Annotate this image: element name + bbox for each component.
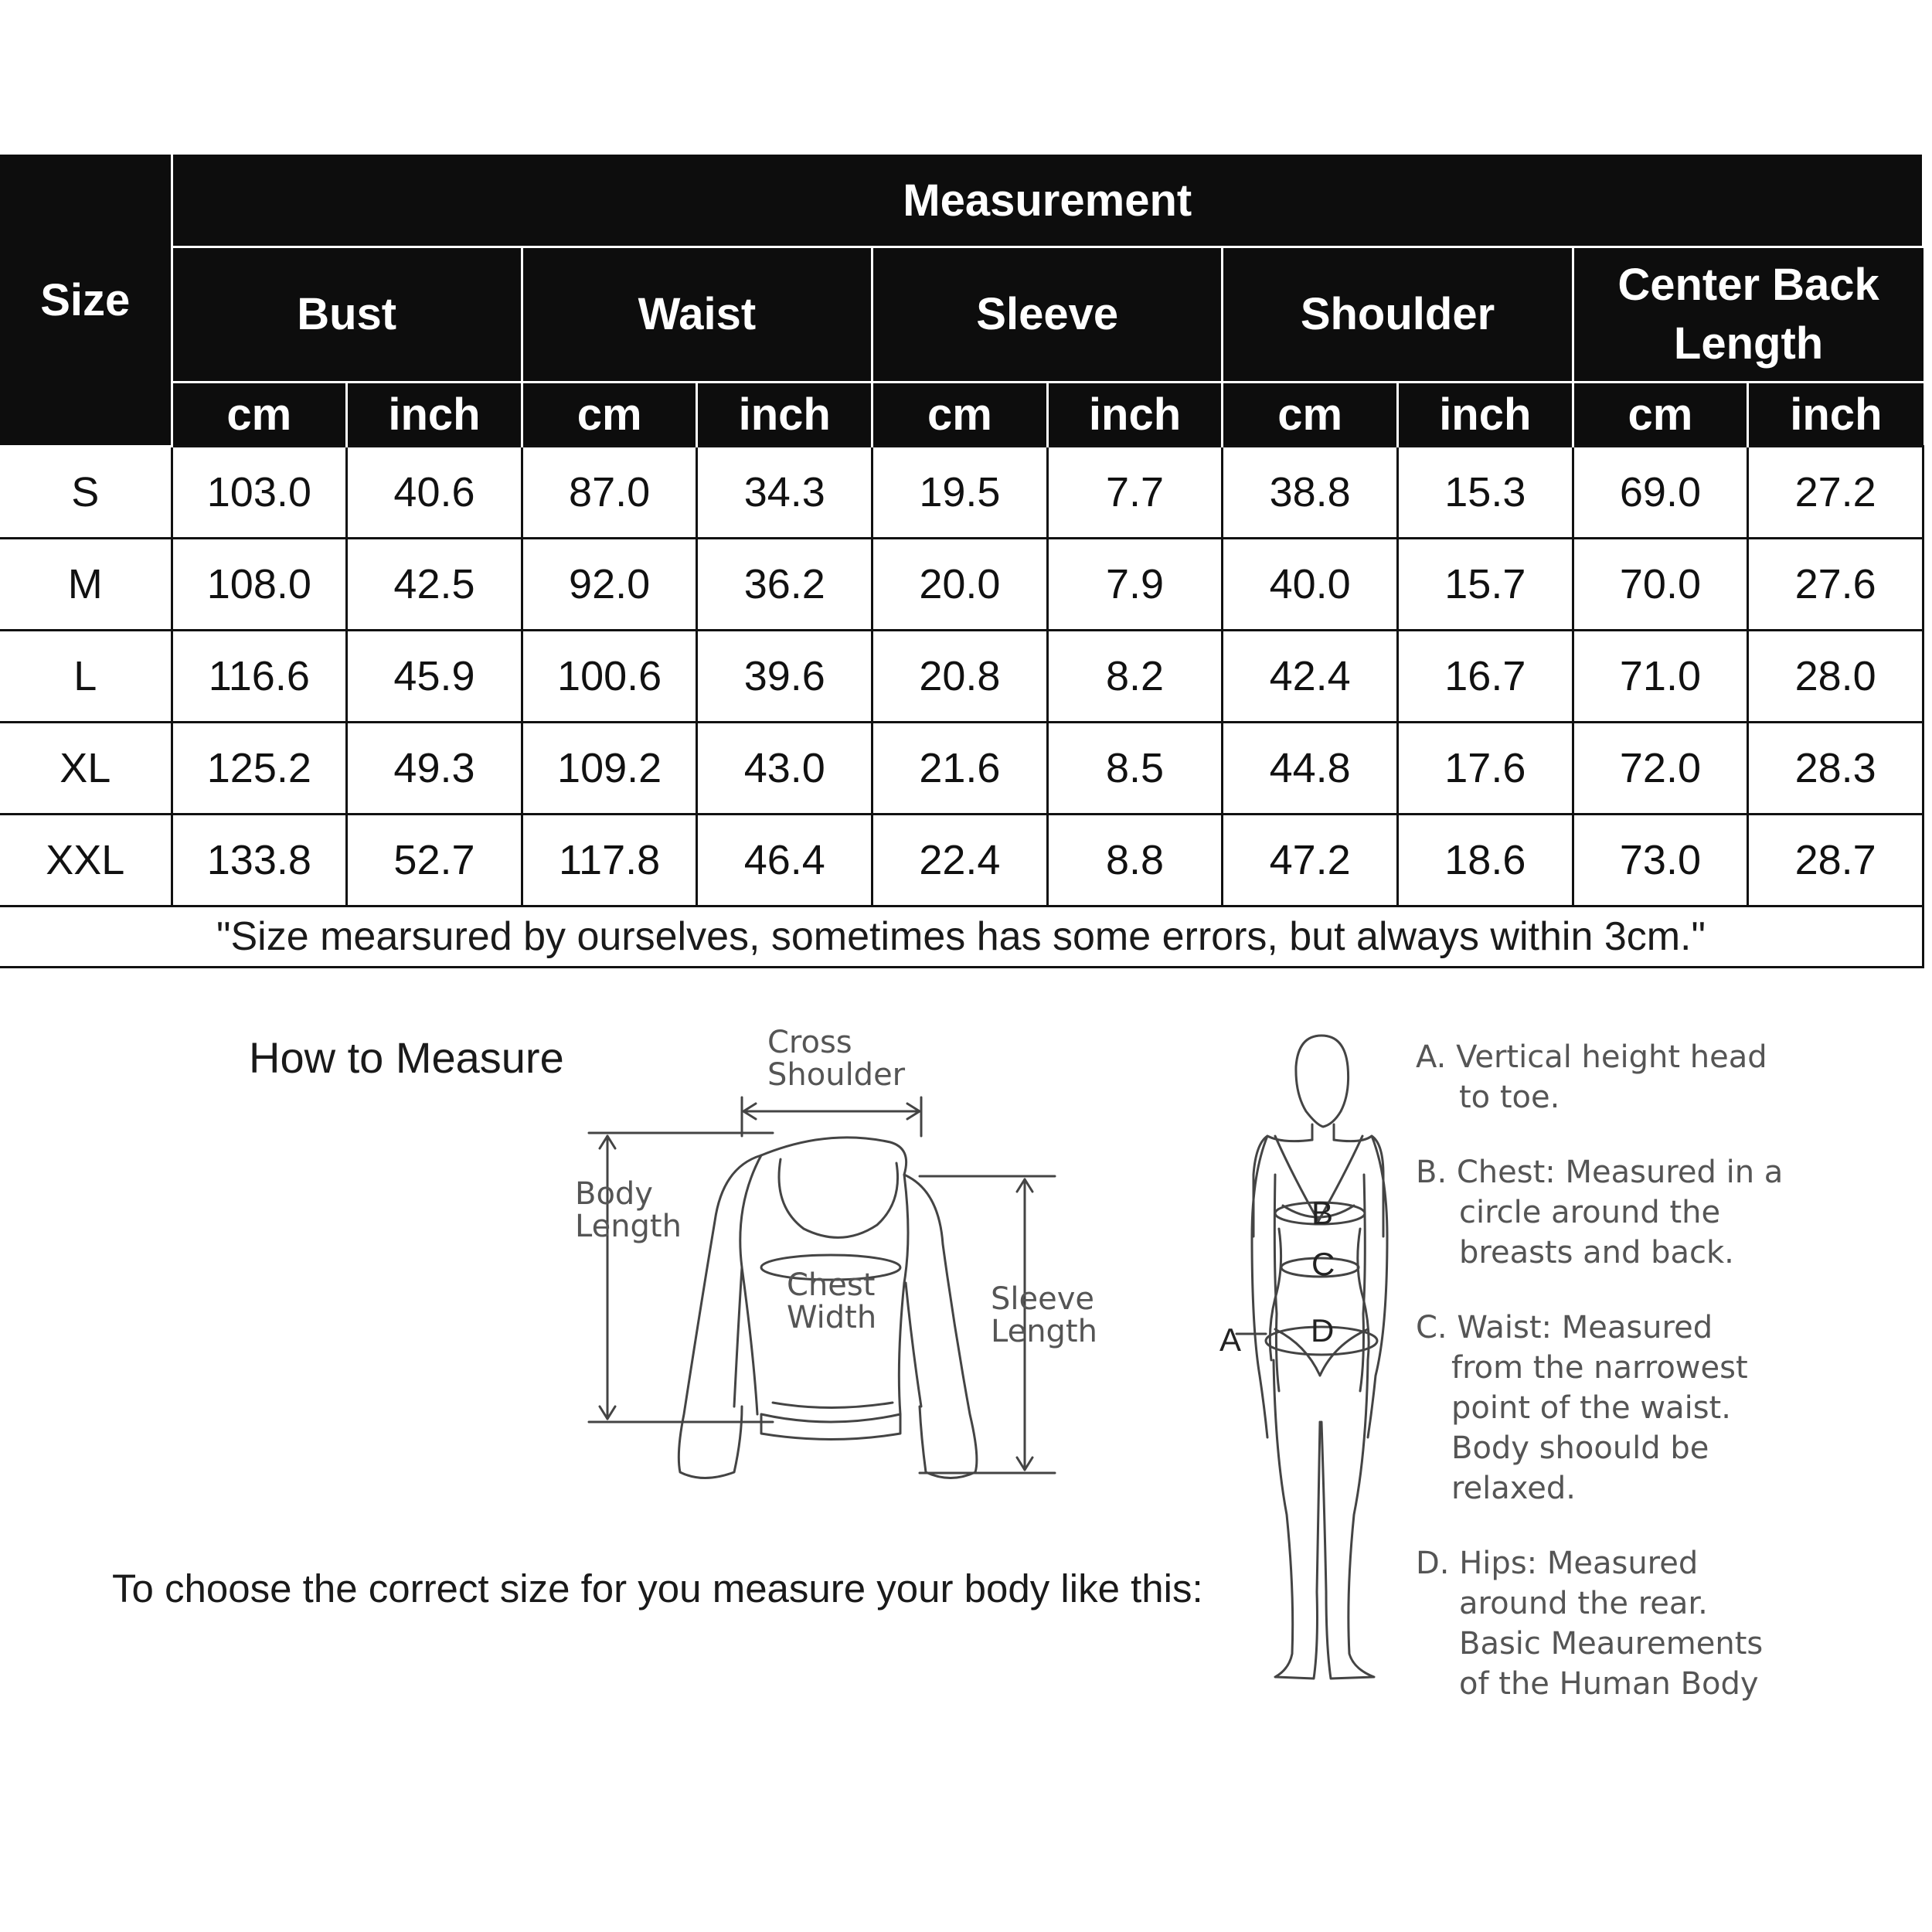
table-row — [0, 723, 1923, 815]
size-cell: L — [0, 631, 172, 723]
measurement-cell: 70.0 — [1573, 539, 1748, 631]
measurement-cell: 46.4 — [697, 815, 872, 906]
measurement-cell: 28.3 — [1748, 723, 1923, 815]
sleeve-length-label: Sleeve Length — [991, 1281, 1097, 1349]
measurement-cell: 28.7 — [1748, 815, 1923, 906]
measurement-cell: 133.8 — [172, 815, 347, 906]
measurement-cell: 125.2 — [172, 723, 347, 815]
measurement-cell: 8.5 — [1047, 723, 1223, 815]
measurement-cell: 108.0 — [172, 539, 347, 631]
measurement-cell: 8.2 — [1047, 631, 1223, 723]
measurement-cell: 45.9 — [347, 631, 522, 723]
chest-width-label: Chest Width — [787, 1267, 877, 1335]
table-row — [0, 815, 1923, 906]
unit-header-inch: inch — [1397, 383, 1573, 447]
measurement-cell: 52.7 — [347, 815, 522, 906]
measurement-cell: 20.8 — [872, 631, 1048, 723]
measurement-cell: 87.0 — [522, 447, 697, 539]
bust-header: Bust — [172, 247, 522, 383]
measurement-cell: 38.8 — [1223, 447, 1398, 539]
table-row — [0, 631, 1923, 723]
size-cell: S — [0, 447, 172, 539]
measurement-cell: 16.7 — [1397, 631, 1573, 723]
measurement-cell: 42.4 — [1223, 631, 1398, 723]
measurement-header: Measurement — [172, 155, 1923, 247]
body-letter-a: A — [1219, 1321, 1242, 1358]
unit-header-cm: cm — [1573, 383, 1748, 447]
size-table-body — [0, 447, 1923, 906]
table-row — [0, 447, 1923, 539]
center-back-length-header: Center Back Length — [1573, 247, 1923, 383]
measurement-cell: 109.2 — [522, 723, 697, 815]
unit-header-cm: cm — [872, 383, 1048, 447]
how-to-measure-title: How to Measure — [249, 1033, 564, 1082]
measurement-cell: 34.3 — [697, 447, 872, 539]
measurement-cell: 7.9 — [1047, 539, 1223, 631]
measurement-cell: 44.8 — [1223, 723, 1398, 815]
measurement-cell: 20.0 — [872, 539, 1048, 631]
measurement-cell: 92.0 — [522, 539, 697, 631]
measurement-legend — [1416, 1037, 1818, 1739]
measurement-cell: 28.0 — [1748, 631, 1923, 723]
measurement-cell: 22.4 — [872, 815, 1048, 906]
measurement-cell: 18.6 — [1397, 815, 1573, 906]
choose-size-instruction: To choose the correct size for you measure your body like this: — [112, 1566, 1203, 1611]
measurement-cell: 7.7 — [1047, 447, 1223, 539]
unit-header-cm: cm — [172, 383, 347, 447]
unit-header-inch: inch — [347, 383, 522, 447]
measurement-cell: 71.0 — [1573, 631, 1748, 723]
body-letter-d: D — [1311, 1312, 1335, 1349]
size-cell: XXL — [0, 815, 172, 906]
legend-item-c: C. Waist: Measured from the narrowest point of the waist. Body shoould be relaxed. — [1416, 1310, 1748, 1506]
unit-header-cm: cm — [522, 383, 697, 447]
waist-header: Waist — [522, 247, 872, 383]
body-letter-b: B — [1311, 1195, 1334, 1231]
unit-header-cm: cm — [1223, 383, 1398, 447]
measurement-cell: 72.0 — [1573, 723, 1748, 815]
measurement-cell: 49.3 — [347, 723, 522, 815]
body-letter-c: C — [1311, 1246, 1335, 1282]
measurement-cell: 39.6 — [697, 631, 872, 723]
unit-header-inch: inch — [1748, 383, 1923, 447]
measurement-cell: 17.6 — [1397, 723, 1573, 815]
measurement-cell: 42.5 — [347, 539, 522, 631]
unit-header-row — [0, 383, 1923, 447]
measurement-cell: 117.8 — [522, 815, 697, 906]
measurement-cell: 40.6 — [347, 447, 522, 539]
measurement-cell: 21.6 — [872, 723, 1048, 815]
legend-item-a: A. Vertical height head to toe. — [1416, 1039, 1767, 1115]
measurement-cell: 43.0 — [697, 723, 872, 815]
size-chart-table — [0, 155, 1924, 968]
measurement-cell: 73.0 — [1573, 815, 1748, 906]
measurement-cell: 15.3 — [1397, 447, 1573, 539]
measurement-cell: 27.6 — [1748, 539, 1923, 631]
unit-header-inch: inch — [1047, 383, 1223, 447]
measurement-cell: 69.0 — [1573, 447, 1748, 539]
measurement-cell: 100.6 — [522, 631, 697, 723]
measurement-cell: 36.2 — [697, 539, 872, 631]
legend-item-d: D. Hips: Measured around the rear. Basic Meaurements of the Human Body — [1416, 1546, 1764, 1702]
size-header: Size — [0, 155, 172, 447]
measurement-cell: 19.5 — [872, 447, 1048, 539]
measurement-cell: 103.0 — [172, 447, 347, 539]
table-row — [0, 539, 1923, 631]
measurement-cell: 27.2 — [1748, 447, 1923, 539]
measurement-cell: 8.8 — [1047, 815, 1223, 906]
measurement-cell: 47.2 — [1223, 815, 1398, 906]
measurement-cell: 116.6 — [172, 631, 347, 723]
measurement-cell: 40.0 — [1223, 539, 1398, 631]
unit-header-inch: inch — [697, 383, 872, 447]
shoulder-header: Shoulder — [1223, 247, 1573, 383]
legend-item-b: B. Chest: Measured in a circle around the breasts and back. — [1416, 1155, 1784, 1270]
measurement-note: "Size mearsured by ourselves, sometimes has some errors, but always within 3cm." — [0, 906, 1923, 968]
body-length-label: Body Length — [575, 1176, 682, 1244]
sleeve-header: Sleeve — [872, 247, 1223, 383]
cross-shoulder-label: Cross Shoulder — [767, 1025, 906, 1093]
size-cell: XL — [0, 723, 172, 815]
size-cell: M — [0, 539, 172, 631]
measurement-cell: 15.7 — [1397, 539, 1573, 631]
